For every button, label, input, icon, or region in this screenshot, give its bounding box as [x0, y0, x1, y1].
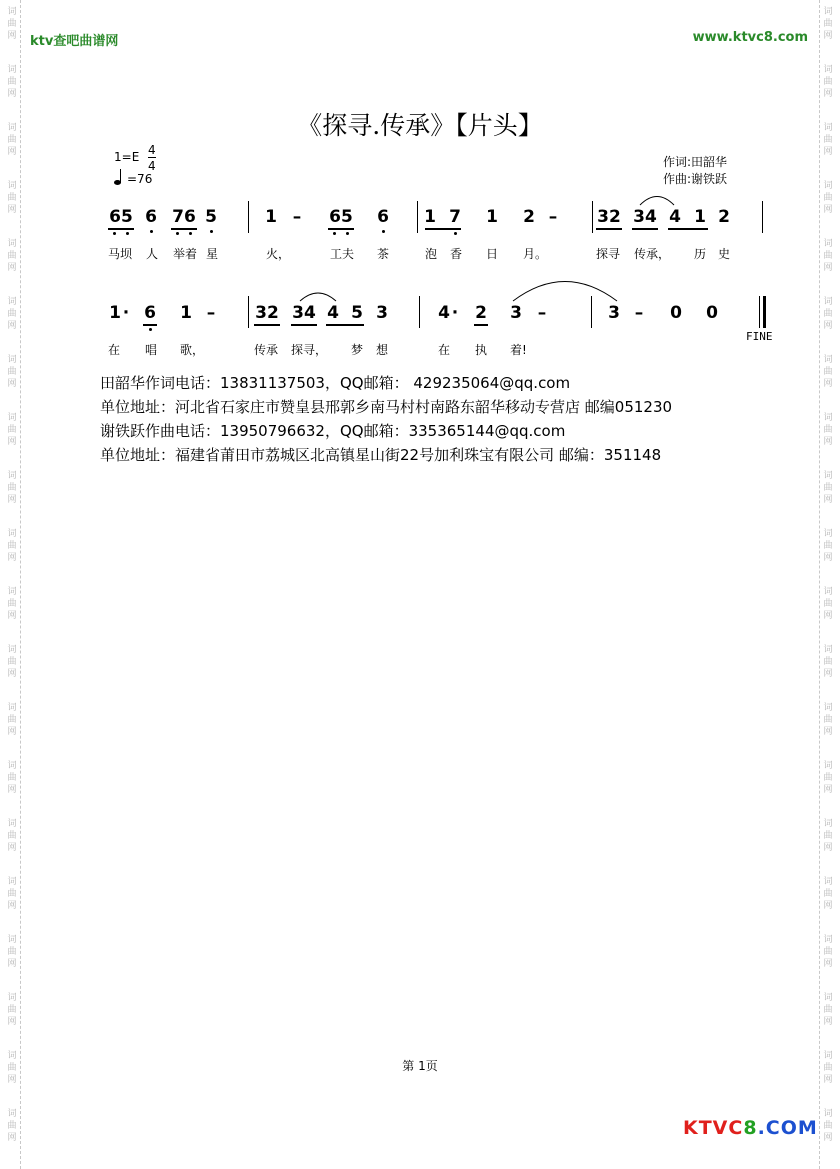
- note: 1: [486, 207, 498, 227]
- site-url[interactable]: www.ktvc8.com: [692, 30, 808, 45]
- composer-contact: 谢铁跃作曲电话：13950796632，QQ邮箱：335365144@qq.com: [100, 422, 566, 440]
- note: 4: [669, 207, 681, 227]
- site-name[interactable]: ktv查吧曲谱网: [30, 34, 119, 49]
- note: 1: [180, 303, 192, 323]
- note: –: [548, 207, 558, 227]
- watermark-mark: 词 曲 网: [823, 529, 833, 563]
- note: –: [537, 303, 547, 323]
- lyric: 日: [486, 247, 499, 261]
- note: 5: [205, 207, 217, 227]
- note: –: [292, 207, 302, 227]
- lyric: 传承: [254, 343, 279, 357]
- watermark-mark: 词 曲 网: [7, 761, 17, 795]
- watermark-mark: 词 曲 网: [7, 645, 17, 679]
- watermark-mark: 词 曲 网: [7, 471, 17, 505]
- lyric: 唱: [145, 343, 158, 357]
- fine-marking: FINE: [746, 330, 773, 343]
- note: 1: [694, 207, 706, 227]
- watermark-mark: 词 曲 网: [7, 7, 17, 41]
- watermark-mark: 词 曲 网: [7, 65, 17, 99]
- lyric: 香: [450, 247, 463, 261]
- watermark-mark: 词 曲 网: [823, 761, 833, 795]
- slur: [300, 293, 336, 301]
- watermark-mark: 词 曲 网: [823, 587, 833, 621]
- watermark-mark: 词 曲 网: [7, 355, 17, 389]
- lyric: 传承，: [634, 247, 671, 261]
- watermark-mark: 词 曲 网: [823, 355, 833, 389]
- watermark-mark: 词 曲 网: [7, 239, 17, 273]
- lyric: 星: [206, 247, 219, 261]
- slur-layer: [0, 0, 840, 400]
- logo-part-com: .COM: [757, 1117, 818, 1139]
- key-signature: 1=E: [114, 150, 140, 164]
- note: 34: [292, 303, 316, 323]
- composer-credit: 作曲:谢铁跃: [663, 172, 728, 186]
- watermark-mark: 词 曲 网: [823, 181, 833, 215]
- note: 32: [597, 207, 621, 227]
- note: –: [206, 303, 216, 323]
- lyric: 月。: [523, 247, 548, 261]
- watermark-mark: 词 曲 网: [7, 413, 17, 447]
- composer-address: 单位地址：福建省莆田市荔城区北高镇星山街22号加利珠宝有限公司 邮编：351148: [100, 446, 662, 464]
- logo-part-ktvc: KTVC: [683, 1117, 744, 1139]
- dot: ·: [451, 303, 459, 323]
- note: 3: [376, 303, 388, 323]
- dot: ·: [122, 303, 130, 323]
- lyric: 马坝: [108, 247, 133, 261]
- note: 6: [377, 207, 389, 227]
- watermark-mark: 词 曲 网: [7, 1109, 17, 1143]
- note: 7: [449, 207, 461, 227]
- note: 1: [109, 303, 121, 323]
- watermark-mark: 词 曲 网: [7, 703, 17, 737]
- lyric: 历: [694, 247, 707, 261]
- note: 3: [608, 303, 620, 323]
- lyric: 歌，: [180, 343, 205, 357]
- lyric: 梦: [351, 343, 364, 357]
- note: 2: [475, 303, 487, 323]
- lyric: 执: [475, 343, 488, 357]
- note: 1: [265, 207, 277, 227]
- watermark-mark: 词 曲 网: [823, 413, 833, 447]
- lyric: 火，: [266, 247, 291, 261]
- watermark-mark: 词 曲 网: [823, 819, 833, 853]
- watermark-mark: 词 曲 网: [7, 935, 17, 969]
- note: 32: [255, 303, 279, 323]
- logo-part-8: 8: [743, 1117, 758, 1139]
- note: 0: [706, 303, 718, 323]
- time-signature-top: 4: [148, 143, 156, 157]
- watermark-mark: 词 曲 网: [7, 993, 17, 1027]
- note: 3: [510, 303, 522, 323]
- note: 2: [718, 207, 730, 227]
- watermark-mark: 词 曲 网: [823, 239, 833, 273]
- note: 65: [109, 207, 133, 227]
- watermark-mark: 词 曲 网: [823, 123, 833, 157]
- watermark-mark: 词 曲 网: [823, 7, 833, 41]
- page-title: 《探寻.传承》【片头】: [297, 111, 543, 140]
- note: 6: [144, 303, 156, 323]
- lyric: 着!: [510, 343, 527, 357]
- lyricist-address: 单位地址：河北省石家庄市赞皇县邢郭乡南马村村南路东韶华移动专营店 邮编051230: [100, 398, 673, 416]
- lyric: 在: [438, 343, 451, 357]
- lyric: 泡: [425, 247, 438, 261]
- watermark-mark: 词 曲 网: [823, 935, 833, 969]
- lyric: 茶: [377, 247, 390, 261]
- note: 4: [438, 303, 450, 323]
- watermark-mark: 词 曲 网: [7, 877, 17, 911]
- slur: [640, 197, 674, 206]
- watermark-mark: 词 曲 网: [823, 1051, 833, 1085]
- watermark-mark: 词 曲 网: [823, 877, 833, 911]
- watermark-mark: 词 曲 网: [7, 297, 17, 331]
- lyric: 想: [376, 343, 389, 357]
- lyric: 探寻，: [291, 343, 328, 357]
- note: 6: [145, 207, 157, 227]
- tie: [513, 282, 617, 302]
- note: 1: [424, 207, 436, 227]
- watermark-mark: 词 曲 网: [823, 645, 833, 679]
- lyricist-contact: 田韶华作词电话：13831137503，QQ邮箱： 429235064@qq.com: [100, 374, 571, 392]
- watermark-mark: 词 曲 网: [7, 819, 17, 853]
- note: 65: [329, 207, 353, 227]
- watermark-mark: 词 曲 网: [823, 471, 833, 505]
- note: 5: [351, 303, 363, 323]
- footer-logo: [683, 1117, 818, 1139]
- lyric: 探寻: [596, 247, 621, 261]
- lyric: 史: [718, 247, 731, 261]
- watermark-mark: 词 曲 网: [823, 297, 833, 331]
- time-signature-bottom: 4: [148, 159, 156, 173]
- lyricist-credit: 作词:田韶华: [663, 155, 728, 169]
- lyric: 在: [108, 343, 121, 357]
- note: 4: [327, 303, 339, 323]
- watermark-mark: 词 曲 网: [823, 993, 833, 1027]
- lyric: 工夫: [330, 247, 355, 261]
- tempo-value: =76: [127, 172, 153, 186]
- watermark-mark: 词 曲 网: [823, 703, 833, 737]
- note: 76: [172, 207, 196, 227]
- lyric: 人: [146, 247, 159, 261]
- watermark-mark: 词 曲 网: [823, 65, 833, 99]
- page-number: 第 1页: [402, 1059, 438, 1073]
- watermark-mark: 词 曲 网: [823, 1109, 833, 1143]
- note: 34: [633, 207, 657, 227]
- watermark-mark: 词 曲 网: [7, 181, 17, 215]
- note: 2: [523, 207, 535, 227]
- watermark-mark: 词 曲 网: [7, 1051, 17, 1085]
- lyric: 举着: [173, 247, 198, 261]
- watermark-mark: 词 曲 网: [7, 123, 17, 157]
- note: 0: [670, 303, 682, 323]
- watermark-mark: 词 曲 网: [7, 587, 17, 621]
- watermark-mark: 词 曲 网: [7, 529, 17, 563]
- note: –: [634, 303, 644, 323]
